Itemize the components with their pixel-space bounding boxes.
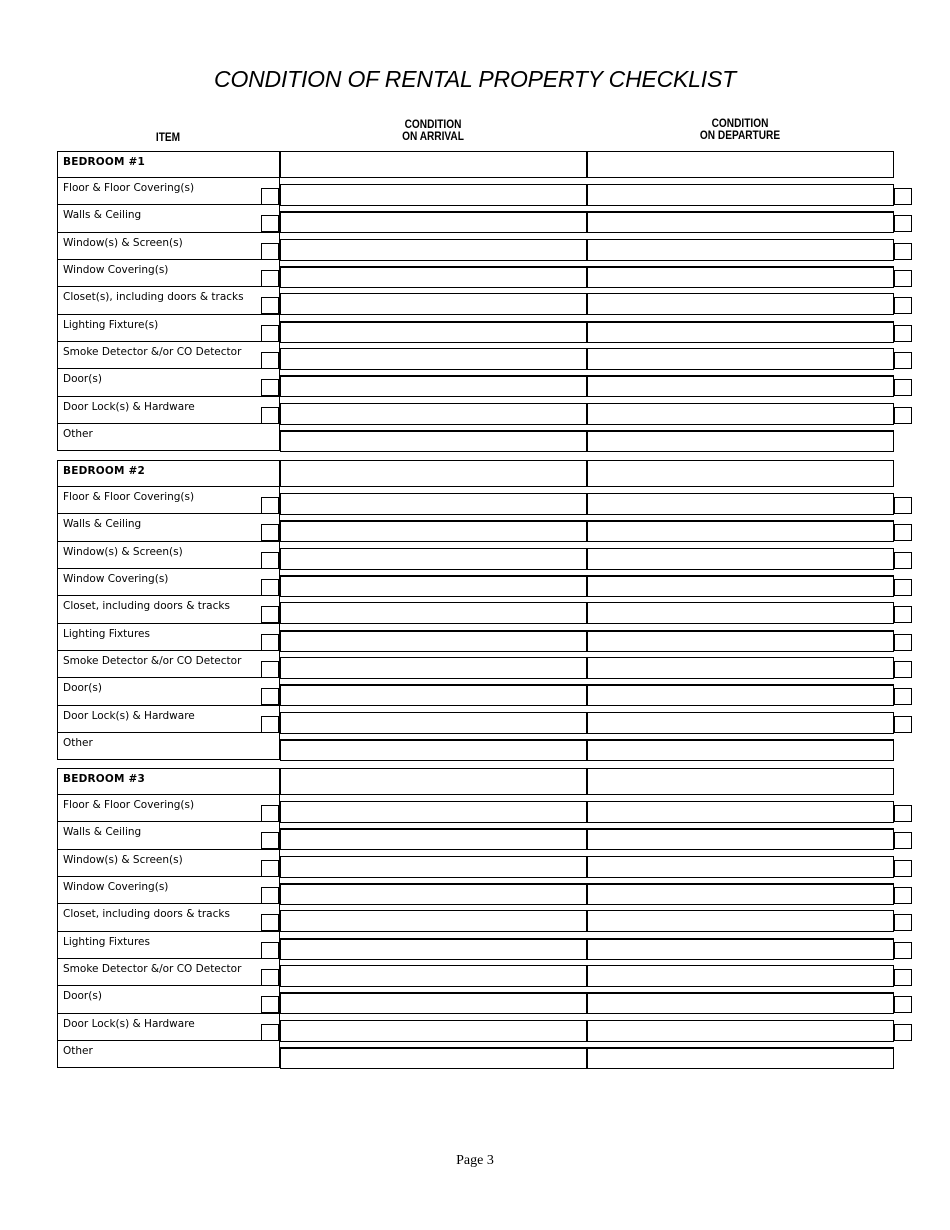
arrival-checkbox[interactable]	[261, 969, 279, 986]
departure-condition-field[interactable]	[587, 739, 894, 761]
departure-checkbox[interactable]	[894, 606, 912, 623]
arrival-condition-field[interactable]	[280, 348, 587, 370]
departure-condition-field[interactable]	[587, 375, 894, 397]
item-label: Window(s) & Screen(s)	[63, 545, 183, 558]
arrival-condition-field[interactable]	[280, 293, 587, 315]
departure-condition-field[interactable]	[587, 321, 894, 343]
column-header-departure-line1: CONDITION	[711, 118, 769, 130]
arrival-condition-field[interactable]	[280, 910, 587, 932]
item-cell	[57, 342, 280, 369]
item-label: Floor & Floor Covering(s)	[63, 491, 195, 503]
item-cell	[57, 822, 280, 849]
arrival-checkbox[interactable]	[261, 524, 279, 541]
arrival-checkbox[interactable]	[261, 914, 279, 931]
departure-condition-field[interactable]	[587, 211, 894, 233]
item-label: Door Lock(s) & Hardware	[63, 709, 195, 722]
departure-checkbox[interactable]	[894, 188, 912, 205]
departure-heading-box	[587, 460, 894, 487]
item-label: Other	[63, 428, 93, 441]
departure-heading-box	[587, 768, 894, 795]
column-header-departure	[605, 118, 874, 142]
departure-checkbox[interactable]	[894, 942, 912, 959]
section-heading: BEDROOM #1	[63, 156, 146, 168]
column-header-departure-line2: ON DEPARTURE	[699, 130, 781, 142]
item-label: Smoke Detector &/or CO Detector	[63, 963, 242, 976]
departure-checkbox[interactable]	[894, 996, 912, 1013]
page-number: Page 3	[456, 1153, 494, 1168]
arrival-condition-field[interactable]	[280, 211, 587, 233]
item-cell	[57, 795, 280, 822]
arrival-condition-field[interactable]	[280, 739, 587, 761]
arrival-checkbox[interactable]	[261, 832, 279, 849]
item-label: Window(s) & Screen(s)	[63, 236, 183, 249]
page-title: CONDITION OF RENTAL PROPERTY CHECKLIST	[214, 66, 736, 92]
item-label: Walls & Ceiling	[63, 826, 142, 839]
item-label: Door(s)	[63, 373, 102, 386]
arrival-condition-field[interactable]	[280, 1047, 587, 1069]
item-cell	[57, 315, 280, 342]
item-label: Door Lock(s) & Hardware	[63, 1017, 195, 1030]
item-cell	[57, 678, 280, 705]
arrival-condition-field[interactable]	[280, 630, 587, 652]
item-label: Window Covering(s)	[63, 573, 169, 586]
arrival-condition-field[interactable]	[280, 828, 587, 850]
departure-checkbox[interactable]	[894, 325, 912, 342]
item-cell	[57, 260, 280, 287]
arrival-checkbox[interactable]	[261, 497, 279, 514]
item-label: Door Lock(s) & Hardware	[63, 400, 195, 413]
arrival-checkbox[interactable]	[261, 270, 279, 287]
departure-checkbox[interactable]	[894, 579, 912, 596]
section-heading: BEDROOM #3	[63, 773, 146, 785]
section-heading-row	[57, 460, 280, 487]
arrival-checkbox[interactable]	[261, 942, 279, 959]
column-header-arrival	[298, 119, 567, 143]
departure-checkbox[interactable]	[894, 914, 912, 931]
arrival-condition-field[interactable]	[280, 992, 587, 1014]
arrival-condition-field[interactable]	[280, 602, 587, 624]
arrival-condition-field[interactable]	[280, 712, 587, 734]
departure-condition-field[interactable]	[587, 184, 894, 206]
departure-condition-field[interactable]	[587, 1020, 894, 1042]
column-header-arrival-line1: CONDITION	[404, 119, 462, 131]
departure-condition-field[interactable]	[587, 1047, 894, 1069]
departure-condition-field[interactable]	[587, 910, 894, 932]
item-cell	[57, 287, 280, 314]
departure-checkbox[interactable]	[894, 1024, 912, 1041]
departure-condition-field[interactable]	[587, 992, 894, 1014]
departure-condition-field[interactable]	[587, 828, 894, 850]
departure-condition-field[interactable]	[587, 266, 894, 288]
arrival-condition-field[interactable]	[280, 548, 587, 570]
arrival-condition-field[interactable]	[280, 575, 587, 597]
item-label: Smoke Detector &/or CO Detector	[63, 346, 242, 359]
arrival-checkbox[interactable]	[261, 379, 279, 396]
arrival-condition-field[interactable]	[280, 184, 587, 206]
departure-checkbox[interactable]	[894, 887, 912, 904]
item-label: Window Covering(s)	[63, 881, 169, 894]
departure-condition-field[interactable]	[587, 630, 894, 652]
departure-condition-field[interactable]	[587, 965, 894, 987]
arrival-condition-field[interactable]	[280, 684, 587, 706]
arrival-checkbox[interactable]	[261, 215, 279, 232]
item-cell	[57, 542, 280, 569]
arrival-checkbox[interactable]	[261, 716, 279, 733]
arrival-checkbox[interactable]	[261, 325, 279, 342]
arrival-condition-field[interactable]	[280, 856, 587, 878]
arrival-checkbox[interactable]	[261, 579, 279, 596]
item-cell	[57, 932, 280, 959]
arrival-condition-field[interactable]	[280, 883, 587, 905]
arrival-heading-box	[280, 460, 587, 487]
departure-condition-field[interactable]	[587, 293, 894, 315]
departure-condition-field[interactable]	[587, 801, 894, 823]
item-cell	[57, 904, 280, 931]
arrival-checkbox[interactable]	[261, 887, 279, 904]
departure-checkbox[interactable]	[894, 524, 912, 541]
departure-checkbox[interactable]	[894, 661, 912, 678]
departure-condition-field[interactable]	[587, 602, 894, 624]
item-cell	[57, 205, 280, 232]
item-cell	[57, 369, 280, 396]
departure-condition-field[interactable]	[587, 548, 894, 570]
arrival-checkbox[interactable]	[261, 1024, 279, 1041]
departure-checkbox[interactable]	[894, 297, 912, 314]
item-cell	[57, 514, 280, 541]
departure-checkbox[interactable]	[894, 497, 912, 514]
item-cell	[57, 1041, 280, 1068]
item-cell	[57, 569, 280, 596]
section-heading: BEDROOM #2	[63, 465, 146, 477]
item-cell	[57, 877, 280, 904]
arrival-checkbox[interactable]	[261, 606, 279, 623]
arrival-checkbox[interactable]	[261, 688, 279, 705]
item-cell	[57, 733, 280, 760]
arrival-condition-field[interactable]	[280, 657, 587, 679]
departure-condition-field[interactable]	[587, 239, 894, 261]
arrival-checkbox[interactable]	[261, 352, 279, 369]
item-cell	[57, 986, 280, 1013]
item-cell	[57, 424, 280, 451]
departure-condition-field[interactable]	[587, 657, 894, 679]
arrival-condition-field[interactable]	[280, 430, 587, 452]
item-label: Closet(s), including doors & tracks	[63, 291, 244, 304]
arrival-checkbox[interactable]	[261, 188, 279, 205]
arrival-checkbox[interactable]	[261, 996, 279, 1013]
departure-condition-field[interactable]	[587, 520, 894, 542]
item-label: Lighting Fixtures	[63, 627, 150, 640]
item-label: Closet, including doors & tracks	[63, 908, 230, 921]
arrival-condition-field[interactable]	[280, 321, 587, 343]
arrival-checkbox[interactable]	[261, 805, 279, 822]
arrival-checkbox[interactable]	[261, 661, 279, 678]
departure-checkbox[interactable]	[894, 352, 912, 369]
departure-checkbox[interactable]	[894, 243, 912, 260]
departure-condition-field[interactable]	[587, 712, 894, 734]
item-cell	[57, 178, 280, 205]
item-label: Floor & Floor Covering(s)	[63, 182, 195, 194]
item-cell	[57, 596, 280, 623]
item-cell	[57, 233, 280, 260]
arrival-condition-field[interactable]	[280, 801, 587, 823]
arrival-checkbox[interactable]	[261, 860, 279, 877]
arrival-checkbox[interactable]	[261, 634, 279, 651]
item-label: Walls & Ceiling	[63, 209, 142, 222]
departure-checkbox[interactable]	[894, 552, 912, 569]
item-cell	[57, 651, 280, 678]
arrival-condition-field[interactable]	[280, 375, 587, 397]
departure-condition-field[interactable]	[587, 348, 894, 370]
departure-checkbox[interactable]	[894, 407, 912, 424]
item-label: Closet, including doors & tracks	[63, 600, 230, 613]
item-cell	[57, 706, 280, 733]
item-label: Lighting Fixtures	[63, 935, 150, 948]
arrival-checkbox[interactable]	[261, 297, 279, 314]
item-label: Walls & Ceiling	[63, 518, 142, 531]
arrival-condition-field[interactable]	[280, 1020, 587, 1042]
departure-condition-field[interactable]	[587, 883, 894, 905]
item-label: Lighting Fixture(s)	[63, 318, 159, 331]
item-label: Window Covering(s)	[63, 264, 169, 277]
arrival-condition-field[interactable]	[280, 403, 587, 425]
departure-condition-field[interactable]	[587, 493, 894, 515]
item-cell	[57, 850, 280, 877]
arrival-condition-field[interactable]	[280, 520, 587, 542]
departure-condition-field[interactable]	[587, 856, 894, 878]
item-label: Door(s)	[63, 990, 102, 1003]
departure-checkbox[interactable]	[894, 688, 912, 705]
item-label: Other	[63, 737, 93, 750]
departure-condition-field[interactable]	[587, 684, 894, 706]
departure-checkbox[interactable]	[894, 860, 912, 877]
item-cell	[57, 1014, 280, 1041]
item-label: Window(s) & Screen(s)	[63, 853, 183, 866]
item-cell	[57, 487, 280, 514]
departure-condition-field[interactable]	[587, 403, 894, 425]
arrival-heading-box	[280, 151, 587, 178]
departure-checkbox[interactable]	[894, 832, 912, 849]
departure-checkbox[interactable]	[894, 270, 912, 287]
column-header-arrival-line2: ON ARRIVAL	[402, 131, 464, 143]
item-cell	[57, 397, 280, 424]
section-heading-row	[57, 151, 280, 178]
departure-condition-field[interactable]	[587, 575, 894, 597]
departure-heading-box	[587, 151, 894, 178]
arrival-condition-field[interactable]	[280, 239, 587, 261]
arrival-checkbox[interactable]	[261, 407, 279, 424]
arrival-checkbox[interactable]	[261, 552, 279, 569]
item-label: Floor & Floor Covering(s)	[63, 799, 195, 811]
departure-checkbox[interactable]	[894, 805, 912, 822]
item-cell	[57, 624, 280, 651]
item-label: Door(s)	[63, 682, 102, 695]
departure-condition-field[interactable]	[587, 938, 894, 960]
arrival-condition-field[interactable]	[280, 493, 587, 515]
departure-checkbox[interactable]	[894, 215, 912, 232]
column-header-item: ITEM	[155, 132, 181, 144]
item-cell	[57, 959, 280, 986]
arrival-checkbox[interactable]	[261, 243, 279, 260]
arrival-condition-field[interactable]	[280, 965, 587, 987]
arrival-condition-field[interactable]	[280, 938, 587, 960]
item-label: Other	[63, 1045, 93, 1058]
item-label: Smoke Detector &/or CO Detector	[63, 655, 242, 668]
section-heading-row	[57, 768, 280, 795]
departure-checkbox[interactable]	[894, 716, 912, 733]
arrival-heading-box	[280, 768, 587, 795]
arrival-condition-field[interactable]	[280, 266, 587, 288]
departure-checkbox[interactable]	[894, 634, 912, 651]
departure-checkbox[interactable]	[894, 379, 912, 396]
departure-checkbox[interactable]	[894, 969, 912, 986]
departure-condition-field[interactable]	[587, 430, 894, 452]
